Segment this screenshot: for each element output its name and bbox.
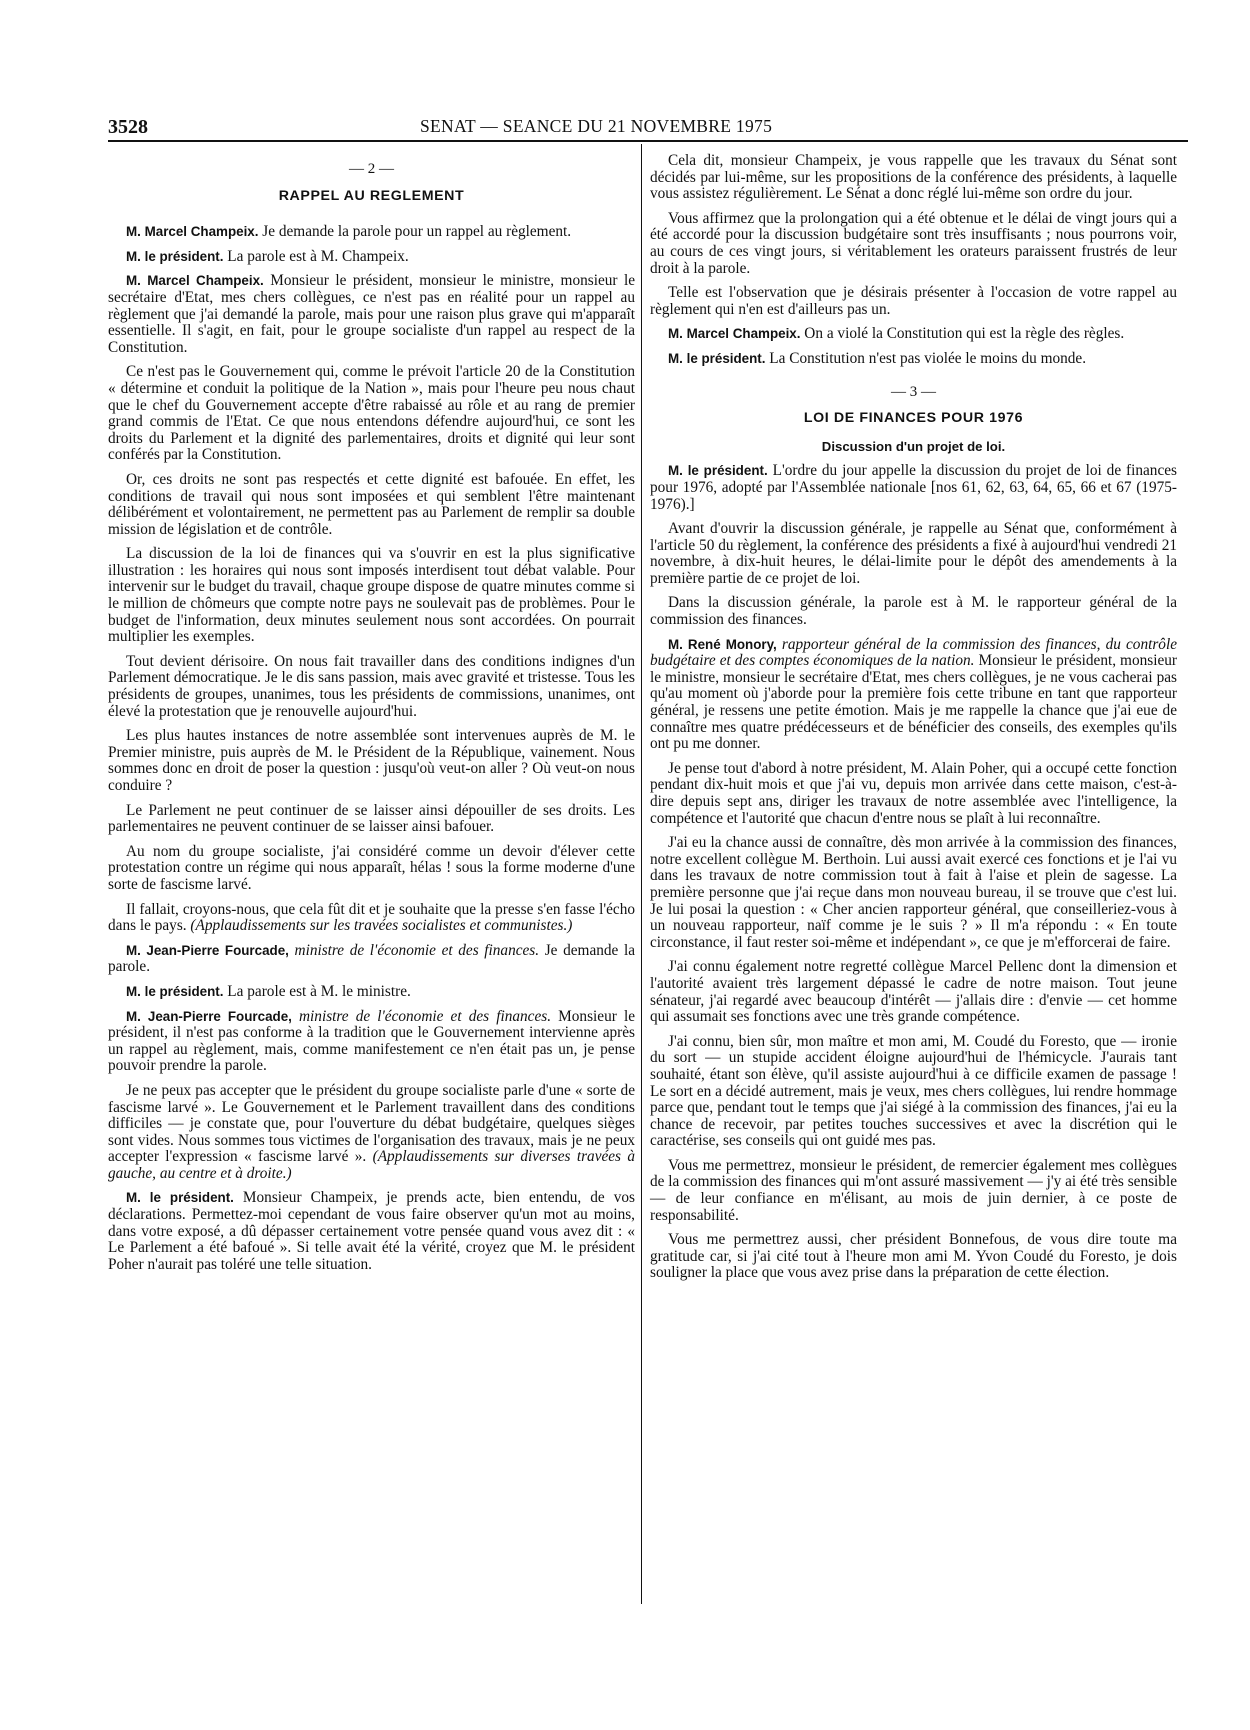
paragraph	[108, 1009, 635, 1075]
section-subtitle: Discussion d'un projet de loi.	[821, 438, 1006, 454]
paragraph	[108, 902, 635, 935]
paragraph-text: Il fallait, croyons-nous, que cela fût dit et je souhaite que la presse s'en fasse l'écho dans le pays.	[108, 900, 635, 935]
paragraph-text: Je ne peux pas accepter que le président du groupe socialiste parle d'une « sorte de fascisme larvé ». Le Gouvernement et le Parlement travaillent dans des conditions difficiles — je constate que, pour l'ouverture du débat budgétaire, quelques sièges sont vides. Nous sommes tous victimes de l'organisation des travaux, mais je ne peux accepter l'expression « fascisme larvé ».	[108, 1081, 635, 1166]
paragraph-text: Monsieur le président, monsieur le ministre, monsieur le secrétaire d'Etat, mes chers collègues, ce n'est pas en réalité pour un rappel au règlement que j'ai demandé la parole, mais pour une raison plus grave qui m'apparaît essentielle. Il s'agit, en fait, pour le groupe socialiste d'un rappel au respect de la Constitution.	[108, 272, 635, 356]
speaker-title: ministre de l'économie et des finances.	[291, 1007, 552, 1025]
paragraph-text: Je demande la parole.	[108, 941, 635, 976]
paragraph: J'ai connu également notre regretté collègue Marcel Pellenc dont la dimension et l'autorité avaient très largement dépassé le cadre de notre maison. Tout jeune sénateur, j'ai regardé avec beaucoup d'intérêt — j'allais dire : d'envie — cet homme qui assumait ses fonctions avec une très grande compétence.	[650, 958, 1177, 1026]
speaker-name: M. le président.	[126, 983, 224, 999]
paragraph: J'ai connu, bien sûr, mon maître et mon ami, M. Coudé du Foresto, que — ironie du sort — un stupide accident éloigne aujourd'hui de l'hémicycle. J'aurais tant souhaité, étant son élève, qu'il assiste aujourd'hui à ce difficile examen de passage ! Le sort en a décidé autrement, mais je veux, mes chers collègues, lui rendre hommage parce que, pendant tout le temps que j'ai siégé à la commission des finances, j'ai eu la chance de recevoir, par petites touches successives et avec la discrétion qui le caractérise, ses conseils qui ont guidé mes pas.	[650, 1032, 1177, 1150]
speaker-name: M. le président.	[126, 248, 224, 264]
paragraph	[108, 273, 635, 356]
stage-direction: (Applaudissements sur diverses travées à gauche, au centre et à droite.)	[108, 1148, 635, 1182]
paragraph: Je pense tout d'abord à notre président, M. Alain Poher, qui a occupé cette fonction pendant dix-huit mois et que j'ai vu, depuis mon arrivée dans cette maison, c'est-à-dire depuis sept ans, diriger les travaux de notre assemblée avec l'intelligence, la compétence et l'autorité que chacun d'entre nous se plaît à lui reconnaître.	[650, 759, 1177, 827]
paragraph: Or, ces droits ne sont pas respectés et cette dignité est bafouée. En effet, les conditions de travail qui nous sont imposées et qui semblent l'être maintenant délibérément et volontairement, ne permettent pas au Parlement de remplir sa double mission de législation et de contrôle.	[108, 470, 635, 538]
paragraph-text: La parole est à M. Champeix.	[223, 247, 409, 265]
page-header	[108, 110, 1188, 140]
paragraph	[108, 1083, 635, 1183]
section-title: RAPPEL AU REGLEMENT	[278, 187, 465, 204]
speaker-title: ministre de l'économie et des finances.	[288, 941, 540, 959]
paragraph	[650, 351, 1177, 368]
paragraph-text: La Constitution n'est pas violée le moins du monde.	[765, 349, 1087, 367]
speaker-name: M. le président.	[668, 463, 768, 479]
speaker-name: M. Marcel Champeix.	[126, 273, 264, 289]
page-number: 3528	[108, 116, 148, 138]
paragraph: Cela dit, monsieur Champeix, je vous rappelle que les travaux du Sénat sont décidés par lui-même, sur les propositions de la conférence des présidents, à laquelle vous assistez régulièrement. Le Sénat a donc réglé lui-même son ordre du jour.	[650, 152, 1177, 203]
paragraph: Vous affirmez que la prolongation qui a été obtenue et le délai de vingt jours qui a été accordé pour la discussion budgétaire sont très insuffisants ; nous pourrons voir, au cours de ces vingt jours, si véritablement les orateurs paraissent frustrés de leur droit à la parole.	[650, 209, 1177, 277]
column-divider	[641, 144, 642, 1604]
header-rule	[108, 140, 1188, 142]
right-column	[650, 153, 1177, 1290]
paragraph: La discussion de la loi de finances qui va s'ouvrir en est la plus significative illustration : les horaires qui nous sont imposés interdisent tout débat valable. Pour intervenir sur le budget du travail, chaque groupe dispose de quatre minutes comme si le million de chômeurs que compte notre pays ne soulevait pas de problèmes. Pour le budget de l'information, deux minutes seulement nous sont accordées. On pourrait multiplier les exemples.	[108, 545, 635, 646]
paragraph-text: La parole est à M. le ministre.	[223, 982, 411, 1000]
speaker-name: M. Jean-Pierre Fourcade,	[126, 1008, 292, 1024]
paragraph: Avant d'ouvrir la discussion générale, je rappelle au Sénat que, conformément à l'article 50 du règlement, la conférence des présidents a fixé à aujourd'hui vendredi 21 novembre, à dix-huit heures, le délai-limite pour le dépôt des amendements à la première partie de ce projet de loi.	[650, 520, 1177, 587]
paragraph: Vous me permettrez, monsieur le président, de remercier également mes collègues de la commission des finances qui m'ont assuré massivement — j'y ai été très sensible — de leur confiance en m'élisant, au mois de juin dernier, à ce poste de responsabilité.	[650, 1156, 1177, 1224]
paragraph: Ce n'est pas le Gouvernement qui, comme le prévoit l'article 20 de la Constitution « détermine et conduit la politique de la Nation », mais pour l'heure peu nous chaut que le chef du Gouvernement accepte d'être rabaissé au rôle et au rang de premier grand commis de l'Etat. Ce que nous entendons défendre aujourd'hui, ce sont les droits du Parlement et la dignité des parlementaires, droits et dignité qui leur sont conférés par la Constitution.	[108, 363, 635, 464]
paragraph-text: Monsieur Champeix, je prends acte, bien entendu, de vos déclarations. Permettez-moi cependant de vous faire observer qu'un mot au moins, dans votre exposé, a dû dépasser certainement votre pensée quand vous avez dit : « Le Parlement a été bafoué ». Si telle avait été la vérité, croyez que M. le président Poher n'aurait pas toléré une telle situation.	[108, 1189, 635, 1273]
paragraph-text: Monsieur le président, il n'est pas conforme à la tradition que le Gouvernement intervienne après un rappel au règlement, mais, comme manifestement ce n'en était pas un, je pense pouvoir prendre la parole.	[108, 1007, 635, 1075]
running-title: SENAT — SEANCE DU 21 NOVEMBRE 1975	[420, 116, 773, 136]
paragraph-text: Monsieur le président, monsieur le ministre, monsieur le secrétaire d'Etat, mes chers collègues, je ne vous cacherai pas qu'au moment où j'aborde pour la première fois cette tribune en tant que rapporteur général, je ressens une petite émotion. Mais je me rappelle la chance que j'ai eue de connaître mes quatre prédécesseurs et de bénéficier des conseils, des exemples qu'ils ont pu me donner.	[650, 652, 1177, 753]
paragraph: Au nom du groupe socialiste, j'ai considéré comme un devoir d'élever cette protestation contre un régime qui nous apparaît, hélas ! sous la forme moderne d'une sorte de fascisme larvé.	[108, 842, 635, 893]
section-number: — 3 —	[891, 383, 936, 400]
paragraph-text: Je demande la parole pour un rappel au règlement.	[258, 223, 572, 241]
speaker-name: M. René Monory,	[668, 636, 777, 652]
speaker-name: M. le président.	[126, 1190, 234, 1206]
left-column	[108, 153, 635, 1281]
stage-direction: (Applaudissements sur les travées socialistes et communistes.)	[190, 917, 573, 935]
paragraph	[650, 637, 1177, 753]
section-title: LOI DE FINANCES POUR 1976	[803, 410, 1024, 427]
paragraph	[108, 943, 635, 976]
paragraph: Vous me permettrez aussi, cher président Bonnefous, de vous dire toute ma gratitude car, si j'ai cité tout à l'heure mon ami M. Yvon Coudé du Foresto, je dois souligner la place que vous avez prise dans la préparation de cette élection.	[650, 1231, 1177, 1282]
speaker-name: M. Marcel Champeix.	[668, 326, 801, 342]
paragraph: Tout devient dérisoire. On nous fait travailler dans des conditions indignes d'un Parlement démocratique. Je le dis sans passion, mais avec gravité et tristesse. Tous les présidents de groupes, unanimes, tous les présidents de commissions, unanimes, ont élevé la protestation que je renouvelle aujourd'hui.	[108, 652, 635, 720]
speaker-name: M. Marcel Champeix.	[126, 224, 259, 240]
paragraph: Telle est l'observation que je désirais présenter à l'occasion de votre rappel au règlement qui n'en est d'ailleurs pas un.	[650, 284, 1177, 318]
paragraph: Le Parlement ne peut continuer de se laisser ainsi dépouiller de ses droits. Les parlementaires ne peuvent continuer de se laisser ainsi bafouer.	[108, 801, 635, 836]
paragraph-text: On a violé la Constitution qui est la règle des règles.	[800, 325, 1125, 343]
speaker-name: M. Jean-Pierre Fourcade,	[126, 942, 289, 958]
paragraph	[108, 224, 635, 241]
speaker-title: rapporteur général de la commission des finances, du contrôle budgétaire et des comptes économiques de la nation.	[650, 635, 1177, 670]
paragraph	[650, 326, 1177, 343]
paragraph	[108, 984, 635, 1001]
paragraph	[650, 463, 1177, 513]
paragraph	[108, 249, 635, 266]
paragraph: Les plus hautes instances de notre assemblée sont intervenues auprès de M. le Premier ministre, puis auprès de M. le Président de la République, vainement. Nous sommes donc en droit de poser la question : jusqu'où veut-on aller ? Où veut-on nous conduire ?	[108, 727, 635, 794]
paragraph-text: L'ordre du jour appelle la discussion du projet de loi de finances pour 1976, adopté par l'Assemblée nationale [nos 61, 62, 63, 64, 65, 66 et 67 (1975-1976).]	[650, 462, 1177, 513]
paragraph: Dans la discussion générale, la parole est à M. le rapporteur général de la commission des finances.	[650, 594, 1177, 629]
paragraph: J'ai eu la chance aussi de connaître, dès mon arrivée à la commission des finances, notre excellent collègue M. Berthoin. Lui aussi avait exercé ces fonctions et je l'ai vu dans les travaux de notre commission tout à fait à l'aise et plein de sagesse. La première personne que j'ai reçue dans mon nouveau bureau, il se trouve que c'est lui. Je lui posai la question : « Cher ancien rapporteur général, que conseilleriez-vous à un nouveau rapporteur, naïf comme je le suis ? » Il m'a répondu : « En toute circonstance, il faut rester soi-même et indépendant », ce que je m'efforcerai de faire.	[650, 834, 1177, 951]
speaker-name: M. le président.	[668, 350, 766, 366]
paragraph	[108, 1190, 635, 1273]
section-number: — 2 —	[349, 161, 394, 177]
